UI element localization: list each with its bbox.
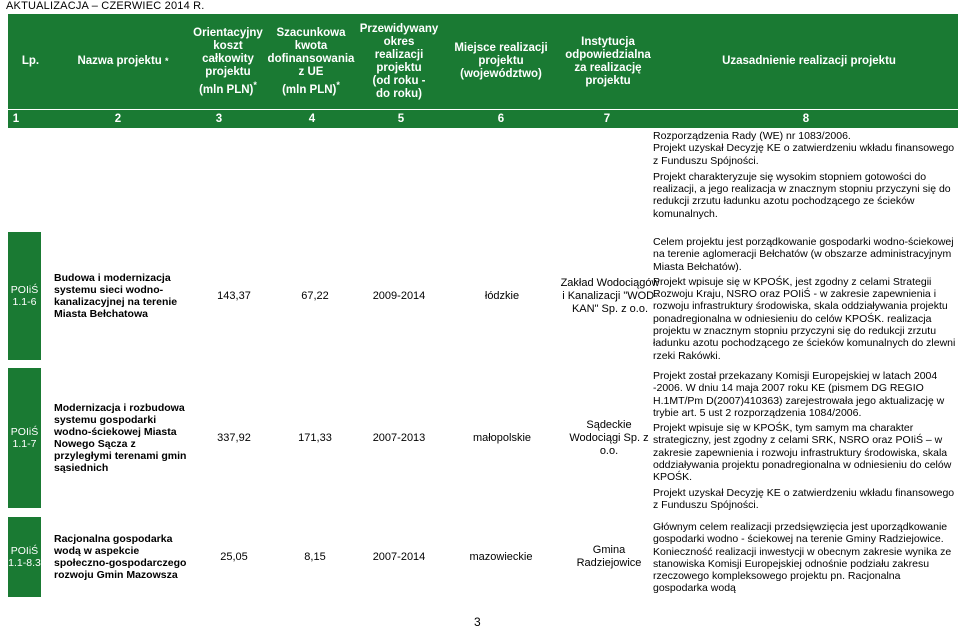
header-ue-line: z UE: [298, 65, 324, 78]
project-justification: [653, 236, 958, 365]
column-number: 4: [308, 113, 316, 125]
project-name: Modernizacja i rozbudowa systemu gospodarki wodno-ściekowej Miasta Nowego Sącza z przyległymi terenami gmin sąsiednich: [54, 402, 187, 474]
justification-paragraph: Projekt charakteryzuje się wysokim stopniem gotowości do realizacji, a jego realizacja w znacznym stopniu przyczyni się do redukcji zrzutu ładunku azotu pochodzącego ze ścieków komunalnych.: [653, 170, 951, 220]
header-cost-line: Orientacyjny: [193, 26, 263, 39]
justification-paragraph: Projekt uzyskał Decyzję KE o zatwierdzeniu wkładu finansowego z Funduszu Spójności.: [653, 142, 955, 167]
header-inst-line: projektu: [585, 74, 631, 87]
header-ue-line: Szacunkowa: [276, 26, 346, 39]
project-period: 2007-2013: [372, 431, 426, 444]
header-project-name-text: Nazwa projektu: [77, 55, 162, 67]
continuation-justification: [653, 130, 958, 223]
page-number: 3: [474, 615, 481, 629]
project-name: Racjonalna gospodarka wodą w aspekcie społeczno-gospodarczego rozwoju Gmin Mazowsza: [54, 533, 187, 581]
header-cost-line: koszt: [213, 39, 243, 52]
project-institution: Gmina Radziejowice: [576, 544, 642, 569]
header-period-line: Przewidywany: [359, 22, 439, 35]
header-period-line: do roku): [376, 87, 422, 100]
header-period: [356, 14, 442, 109]
header-period-line: okres: [383, 35, 415, 48]
project-code-line: POIiŚ: [10, 545, 39, 557]
project-code: [8, 517, 41, 597]
project-location: łódzkie: [484, 289, 520, 302]
project-period: 2009-2014: [372, 289, 426, 302]
project-eu-funding: 67,22: [301, 289, 329, 302]
column-number: 8: [802, 113, 810, 125]
project-cost: 25,05: [220, 550, 248, 563]
header-inst-line: odpowiedzialna: [565, 48, 651, 61]
project-justification: [653, 370, 958, 514]
project-code-line: POIiŚ: [10, 426, 39, 438]
project-name: Budowa i modernizacja systemu sieci wodno-kanalizacyjnej na terenie Miasta Bełchatowa: [54, 272, 178, 320]
column-number: 2: [114, 113, 122, 125]
project-institution: Sądeckie Wodociągi Sp. z o.o.: [569, 418, 649, 457]
header-place-line: (województwo): [460, 68, 542, 80]
justification-paragraph: Celem projektu jest porządkowanie gospodarki wodno-ściekowej na terenie aglomeracji Bełchatów (w obszarze administracyjnym Miasta Bełchatów).: [653, 236, 954, 273]
column-number: 6: [497, 113, 505, 125]
header-period-line: realizacji: [374, 48, 424, 61]
header-eu-funding: [266, 14, 356, 109]
column-number: 7: [603, 113, 611, 125]
header-ue-line: (mln PLN): [282, 83, 337, 96]
project-cost: 143,37: [217, 289, 251, 302]
header-institution: [558, 14, 658, 109]
header-ue-line: dofinansowania: [267, 52, 355, 65]
document-header-note: AKTUALIZACJA – CZERWIEC 2014 R.: [6, 0, 205, 12]
column-number: 5: [397, 113, 405, 125]
header-place-line: projektu: [478, 55, 524, 67]
column-number: 1: [12, 113, 20, 125]
header-cost-line: projektu: [205, 65, 251, 78]
project-institution: Zakład Wodociągów i Kanalizacji "WOD-KAN" Sp. z o.o.: [560, 276, 660, 315]
project-eu-funding: 8,15: [304, 550, 326, 563]
project-justification: [653, 521, 958, 598]
project-code-line: POIiŚ: [10, 284, 39, 296]
justification-paragraph: Rozporządzenia Rady (WE) nr 1083/2006.: [653, 130, 851, 142]
header-cost-mark: *: [253, 79, 257, 90]
project-code: [8, 232, 41, 360]
header-lp: Lp.: [21, 55, 40, 67]
column-number: 3: [215, 113, 223, 125]
justification-paragraph: Głównym celem realizacji przedsięwzięcia jest uporządkowanie gospodarki wodno - ściekowej na terenie Gminy Radziejowice. Konieczność realizacji inwestycji w obecnym zakresie wynika ze stanowiska Komisji Europejskiej odnośnie podziału zakresu rzeczowego kompleksowego projektu pn. Racjonalna gospodarka wodą: [653, 521, 952, 595]
project-eu-funding: 171,33: [298, 431, 332, 444]
justification-paragraph: Projekt uzyskał Decyzję KE o zatwierdzeniu wkładu finansowego z Funduszu Spójności.: [653, 486, 955, 511]
header-inst-line: Instytucja: [581, 35, 635, 48]
header-cost-line: (mln PLN): [199, 83, 254, 96]
justification-paragraph: Projekt wpisuje się w KPOŚK, jest zgodny z celami Strategii Rozwoju Kraju, NSRO oraz POIiŚ - w zakresie zapewnienia i rozwoju infrastruktury środowiska, skala oddziaływania projektu ponadregionalna w odniesieniu do celów KPOŚK. realizacja projektu w znacznym stopniu przyczyni się do redukcji zrzutu ładunku azotu pochodzącego ze ścieków komunalnych do zlewni rzeki Rakówki.: [653, 275, 956, 362]
project-code: [8, 368, 41, 508]
justification-paragraph: Projekt został przekazany Komisji Europejskiej w latach 2004 -2006. W dniu 14 maja 2007 roku KE (pismem DG REGIO H.1MT/Pm D(2007)410363) zarejestrowała jego aktualizację w trybie art. 5 ust 2 rozporządzenia 1084/2006.: [653, 370, 945, 419]
header-period-line: (od roku -: [372, 74, 426, 87]
header-total-cost: [188, 14, 268, 109]
project-location: małopolskie: [472, 431, 532, 444]
project-code-line: 1.1-7: [12, 438, 37, 450]
project-code-line: 1.1-6: [12, 296, 37, 308]
header-location: [446, 14, 556, 109]
header-project-name: [53, 14, 193, 109]
header-inst-line: za realizację: [574, 61, 642, 74]
header-period-line: projektu: [376, 61, 422, 74]
header-cost-line: całkowity: [202, 52, 254, 65]
header-project-name-mark: *: [165, 56, 169, 66]
project-code-line: 1.1-8.3: [8, 557, 41, 569]
project-cost: 337,92: [217, 431, 251, 444]
project-location: mazowieckie: [469, 550, 533, 563]
project-period: 2007-2014: [372, 550, 426, 563]
header-ue-mark: *: [336, 79, 340, 90]
header-place-line: Miejsce realizacji: [454, 42, 548, 54]
justification-paragraph: Projekt wpisuje się w KPOŚK, tym samym ma charakter strategiczny, jest zgodny z celami SRK, NSRO oraz POIiŚ – w zakresie zapewnienia i rozwoju infrastruktury środowiska, skala oddziaływania projektu ponadregionalna w odniesieniu do celów KPOŚK.: [653, 422, 952, 484]
header-justification: Uzasadnienie realizacji projektu: [722, 55, 896, 67]
header-ue-line: kwota: [294, 39, 328, 52]
